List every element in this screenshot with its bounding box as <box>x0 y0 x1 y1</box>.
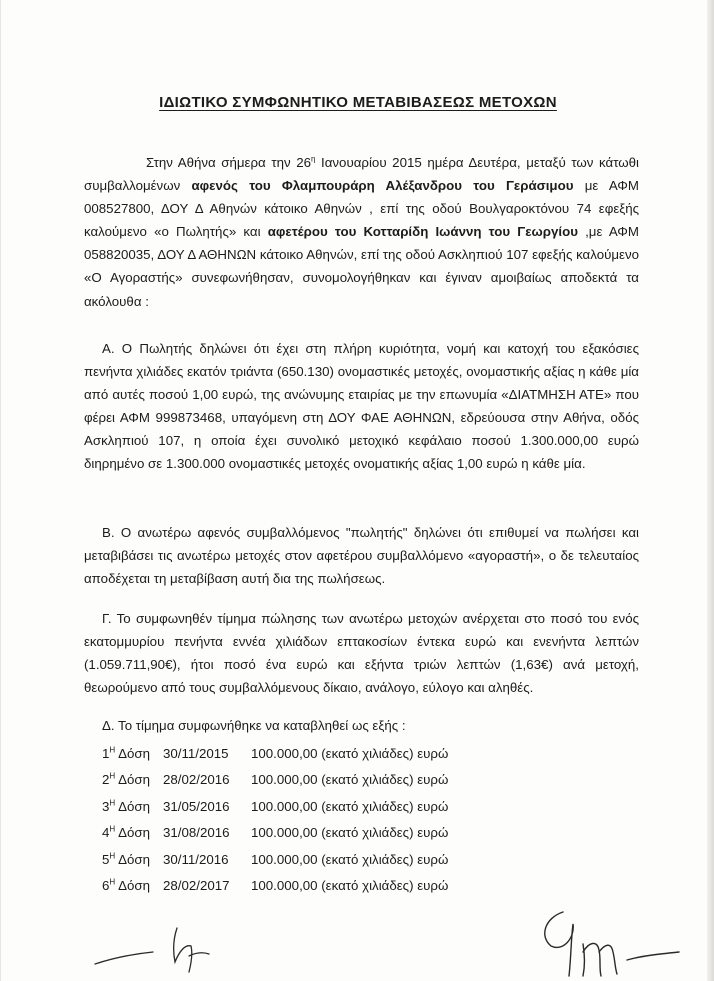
installment-amount: 100.000,00 (εκατό χιλιάδες) ευρώ <box>251 825 449 841</box>
installment-ordinal: Η <box>109 745 116 755</box>
paragraph-a-text: Α. Ο Πωλητής δηλώνει ότι έχει στη πλήρη κυριότητα, νομή και κατοχή του εξακόσιες πενήντα χιλιάδες εκατόν τριάντα (650.130) ονομαστικές μετοχές, ονομαστικής αξίας η κάθε μία από αυτές ποσού 1,00 ευρώ, της ανώνυμης εταιρίας με την επωνυμία «ΔΙΑΤΜΗΣΗ ΑΤΕ» που φέρει ΑΦΜ 999873468, υπαγόμενη στη ΔΟΥ ΦΑΕ ΑΘΗΝΩΝ, εδρεύουσα στην Αθήνα, οδός Ασκληπιού 107, η οποία έχει συνολικό μετοχικό κεφάλαιο ποσού 1.300.000,00 ευρώ διηρημένο σε 1.300.000 ονομαστικές μετοχές ονοματικής αξίας 1,00 ευρώ η κάθε μία. <box>84 341 639 472</box>
paragraph-d <box>84 714 639 737</box>
installment-date: 28/02/2016 <box>163 772 230 788</box>
paragraph-c <box>84 607 639 699</box>
installment-label: Δόση <box>115 877 151 893</box>
installment-label: Δόση <box>115 798 151 814</box>
installment-row <box>102 847 522 873</box>
buyer-signature <box>529 906 699 978</box>
installment-label: Δόση <box>115 746 151 761</box>
installment-ordinal: Η <box>109 851 116 861</box>
paragraph-a <box>84 337 639 476</box>
paragraph-b <box>84 521 639 590</box>
intro-ordinal: η <box>311 154 316 164</box>
installment-number: 5 <box>102 851 110 867</box>
installment-ordinal: Η <box>109 771 116 781</box>
installment-ordinal: Η <box>109 798 116 808</box>
installment-row <box>102 794 522 820</box>
installment-ordinal: Η <box>109 877 116 887</box>
installment-list <box>102 741 522 899</box>
intro-text-2: Ιανουαρίου 2015 ημέρα Δευτέρα, μεταξύ των κάτωθι συμβαλλομένων <box>84 155 639 194</box>
installment-label: Δόση <box>115 772 151 788</box>
installment-date: 28/02/2017 <box>163 877 230 893</box>
seller-signature <box>93 918 213 974</box>
intro-text-4: ,με ΑΦΜ 058820035, ΔΟΥ Δ ΑΘΗΝΩΝ κάτοικο Αθηνών, επί της οδού Ασκληπιού 107 εφεξής καλούμενο «Ο Αγοραστής» συνεφωνήθησαν, συνομολογήθηκαν και έγιναν αμοιβαίως αποδεκτά τα ακόλουθα : <box>84 224 639 309</box>
installment-amount: 100.000,00 (εκατό χιλιάδες) ευρώ <box>251 798 449 814</box>
installment-label: Δόση <box>115 825 151 841</box>
page-edge-shadow <box>707 0 714 981</box>
installment-number: 4 <box>102 825 110 841</box>
installment-number: 2 <box>102 772 110 788</box>
intro-text-3: με ΑΦΜ 008527800, ΔΟΥ Δ Αθηνών κάτοικο Αθηνών , επί της οδού Βουλγαροκτόνου 74 εφεξής καλούμενο «ο Πωλητής» και <box>84 178 639 240</box>
seller-name: αφενός του Φλαμπουράρη Αλέξανδρου του Γεράσιμου <box>191 178 574 194</box>
installment-amount: 100.000,00 (εκατό χιλιάδες) ευρώ <box>251 877 449 893</box>
installment-date: 30/11/2015 <box>163 746 229 761</box>
installment-label: Δόση <box>115 851 151 867</box>
installment-date: 30/11/2016 <box>163 851 229 867</box>
paragraph-c-text: Γ. Το συμφωνηθέν τίμημα πώλησης των ανωτέρω μετοχών ανέρχεται στο ποσό του ενός εκατομμυρίου πενήντα εννέα χιλιάδων επτακοσίων έντεκα ευρώ και ενενήντα λεπτών (1.059.711,90€), ήτοι ποσό ένα ευρώ και εξήντα τριών λεπτών (1,63€) ανά μετοχή, θεωρούμενο από τους συμβαλλόμενους δίκαιο, ανάλογο, εύλογο και αληθές. <box>84 611 639 696</box>
buyer-name: αφετέρου του Κοτταρίδη Ιωάννη του Γεωργίου <box>267 224 578 240</box>
installment-number: 6 <box>102 877 110 893</box>
installment-row <box>102 767 522 793</box>
installment-number: 3 <box>102 798 110 814</box>
installment-row <box>102 873 522 899</box>
installment-amount: 100.000,00 (εκατό χιλιάδες) ευρώ <box>251 746 449 761</box>
installment-date: 31/08/2016 <box>163 825 230 841</box>
installment-amount: 100.000,00 (εκατό χιλιάδες) ευρώ <box>251 851 449 867</box>
intro-paragraph <box>84 151 639 313</box>
installment-ordinal: Η <box>109 824 116 834</box>
installment-number: 1 <box>102 746 110 761</box>
installment-date: 31/05/2016 <box>163 798 230 814</box>
paragraph-d-text: Δ. Το τίμημα συμφωνήθηκε να καταβληθεί ως εξής : <box>102 718 406 733</box>
paragraph-b-text: Β. Ο ανωτέρω αφενός συμβαλλόμενος "πωλητής" δηλώνει ότι επιθυμεί να πωλήσει και μεταβιβάσει τις ανωτέρω μετοχές στον αφετέρου συμβαλλόμενο «αγοραστή», ο δε τελευταίος αποδέχεται τη μεταβίβαση αυτή δια της πωλήσεως. <box>84 525 639 587</box>
document-title: ΙΔΙΩΤΙΚΟ ΣΥΜΦΩΝΗΤΙΚΟ ΜΕΤΑΒΙΒΑΣΕΩΣ ΜΕΤΟΧΩΝ <box>159 94 557 111</box>
intro-text-1: Στην Αθήνα σήμερα την 26 <box>146 155 311 170</box>
installment-row <box>102 741 522 767</box>
installment-amount: 100.000,00 (εκατό χιλιάδες) ευρώ <box>251 772 449 788</box>
installment-row <box>102 820 522 846</box>
